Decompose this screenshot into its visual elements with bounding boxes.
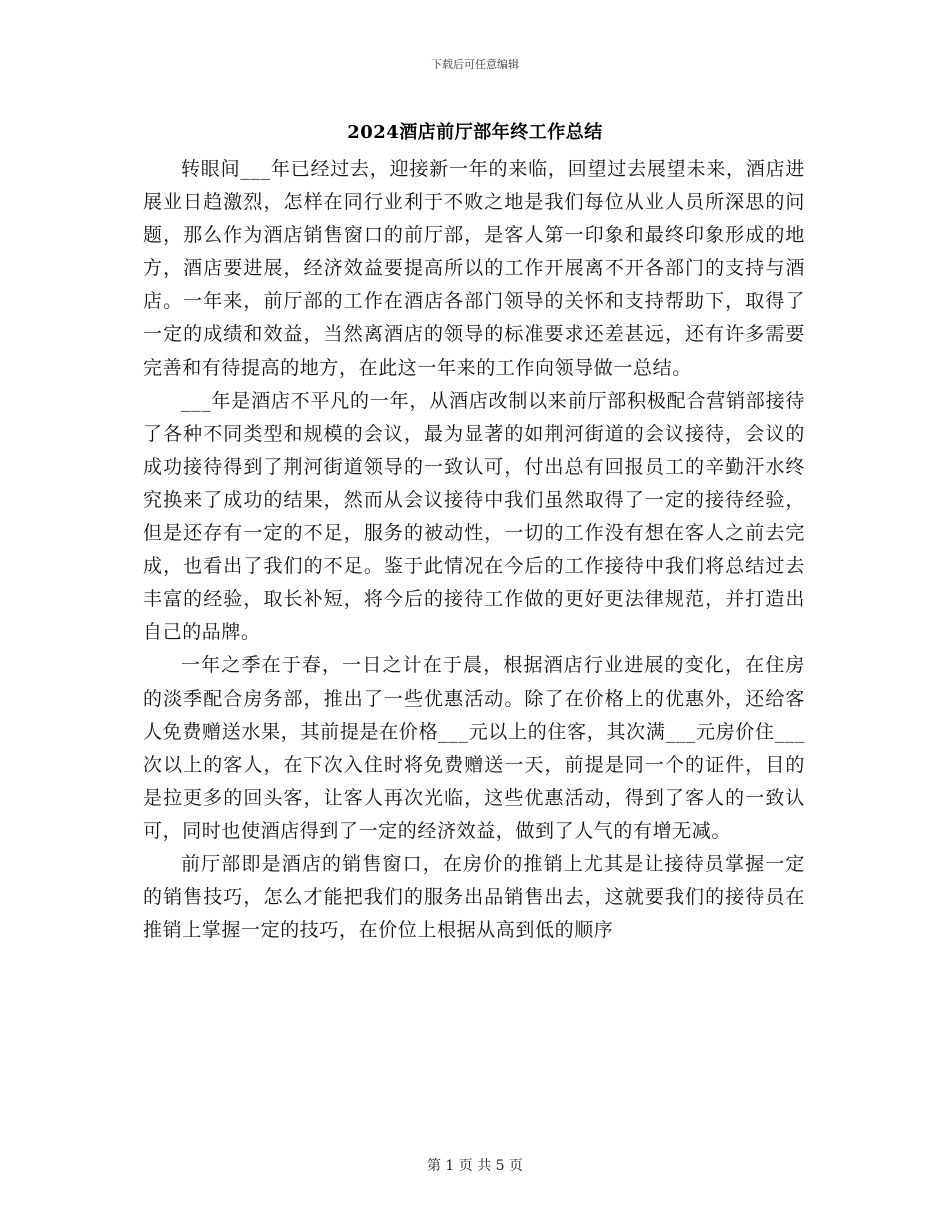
paragraph-2: ___年是酒店不平凡的一年，从酒店改制以来前厅部积极配合营销部接待了各种不同类型和规模的会议，最为显著的如荆河街道的会议接待，会议的成功接待得到了荆河街道领导的一致认可，付出总有回报员工的辛勤汗水终究换来了成功的结果，然而从会议接待中我们虽然取得了一定的接待经验，但是还存有一定的不足，服务的被动性，一切的工作没有想在客人之前去完成，也看出了我们的不足。鉴于此情况在今后的工作接待中我们将总结过去丰富的经验，取长补短，将今后的接待工作做的更好更法律规范，并打造出自己的品牌。 <box>143 389 805 644</box>
page-header-note: 下载后可任意编辑 <box>431 58 519 71</box>
document-title: 2024酒店前厅部年终工作总结 <box>347 122 603 143</box>
paragraph-4: 前厅部即是酒店的销售窗口，在房价的推销上尤其是让接待员掌握一定的销售技巧，怎么才能把我们的服务出品销售出去，这就要我们的接待员在推销上掌握一定的技巧，在价位上根据从高到低的顺序 <box>143 852 805 942</box>
paragraph-1: 转眼间___年已经过去，迎接新一年的来临，回望过去展望未来，酒店进展业日趋激烈，怎样在同行业利于不败之地是我们每位从业人员所深思的问题，那么作为酒店销售窗口的前厅部，是客人第一印象和最终印象形成的地方，酒店要进展，经济效益要提高所以的工作开展离不开各部门的支持与酒店。一年来，前厅部的工作在酒店各部门领导的关怀和支持帮助下，取得了一定的成绩和效益，当然离酒店的领导的标准要求还差甚远，还有许多需要完善和有待提高的地方，在此这一年来的工作向领导做一总结。 <box>143 158 805 379</box>
page-number-footer: 第 1 页 共 5 页 <box>426 1158 524 1174</box>
paragraph-3: 一年之季在于春，一日之计在于晨，根据酒店行业进展的变化，在住房的淡季配合房务部，推出了一些优惠活动。除了在价格上的优惠外，还给客人免费赠送水果，其前提是在价格___元以上的住客，其次满___元房价住___次以上的客人，在下次入住时将免费赠送一天，前提是同一个的证件，目的是拉更多的回头客，让客人再次光临，这些优惠活动，得到了客人的一致认可，同时也使酒店得到了一定的经济效益，做到了人气的有增无减。 <box>143 654 805 842</box>
document-body <box>143 153 805 947</box>
